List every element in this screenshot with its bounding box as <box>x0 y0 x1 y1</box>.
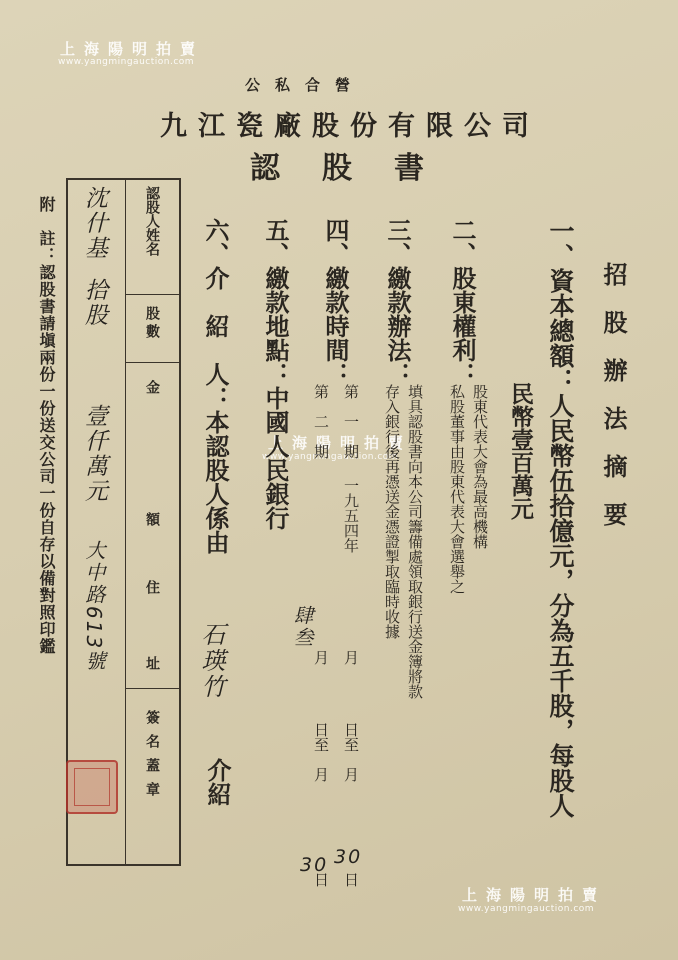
period-1-label: 第 一 期 <box>342 384 360 459</box>
table-header-signature: 簽名蓋章 <box>144 710 160 806</box>
item-5 <box>258 218 293 530</box>
watermark-name-top: 上海陽明拍賣 <box>60 40 205 58</box>
table-row-divider-2 <box>126 362 179 363</box>
item-6-label: 六、介 紹 人： <box>201 218 230 410</box>
item-1-label: 一、資本總額： <box>546 218 575 393</box>
table-border-right <box>179 178 181 866</box>
period-2-month-char: 月 <box>312 650 330 665</box>
watermark-name-bottom: 上海陽明拍賣 <box>462 886 607 904</box>
period-1-day-range: 日至 月 <box>342 722 360 782</box>
company-name: 九江瓷廠股份有限公司 <box>160 111 540 142</box>
item-1-continued: 民幣壹百萬元 <box>507 382 534 520</box>
footnote: 附 註：認股書請塡兩份一份送交公司一份自存以備對照印鑑 <box>37 196 56 655</box>
item-6 <box>198 218 233 554</box>
watermark-name-middle: 上海陽明拍賣 <box>268 434 413 452</box>
item-1 <box>542 218 578 818</box>
period-1-end-day: 日 <box>342 872 360 887</box>
handwritten-address: 大中路613號 <box>82 540 106 673</box>
period-2-label: 第 二 期 <box>312 384 330 459</box>
handwritten-month: 肆叁 <box>290 605 314 649</box>
table-header-amount-bottom: 額 <box>144 512 160 526</box>
table-header-address-top: 住 <box>144 580 160 594</box>
document-title: 認 股 書 <box>250 151 430 186</box>
item-6-text: 本認股人係由 <box>201 410 230 554</box>
summary-heading: 招 股 辦 法 摘 要 <box>599 262 628 526</box>
table-row-divider-3 <box>126 688 179 689</box>
period-1-year: 一九五四年 <box>342 478 360 553</box>
table-column-divider <box>125 178 126 866</box>
item-5-text: 中國人民銀行 <box>261 386 290 530</box>
period-1-month-char: 月 <box>342 650 360 665</box>
item-3-line-2: 存入銀行後再憑送金憑證掣取臨時收據 <box>383 384 401 639</box>
red-seal-stamp-icon <box>66 760 118 814</box>
item-3-label: 三、繳款辦法： <box>383 218 412 386</box>
period-2-day-range: 日至 月 <box>312 722 330 782</box>
table-border-bottom <box>66 864 181 866</box>
handwritten-day-1: 30 <box>334 846 363 868</box>
handwritten-day-2: 30 <box>300 854 329 876</box>
item-2-line-2: 私股董事由股東代表大會選舉之 <box>448 384 466 594</box>
header-small-title: 公 私 合 營 <box>245 76 351 94</box>
watermark-url-middle: www.yangmingauction.com <box>262 452 399 462</box>
item-3-line-1: 填具認股書向本公司籌備處領取銀行送金簿將款 <box>406 384 424 699</box>
item-5-label: 五、繳款地點： <box>261 218 290 386</box>
item-6-end: 介紹 <box>203 758 232 806</box>
handwritten-subscriber-name: 沈什基 <box>81 186 107 261</box>
item-4-label: 四、繳款時間： <box>321 218 350 386</box>
handwritten-introducer: 石瑛竹 <box>197 622 225 700</box>
table-row-divider-1 <box>126 294 179 295</box>
watermark-url-top: www.yangmingauction.com <box>58 57 195 67</box>
table-border-top <box>66 178 181 180</box>
handwritten-amount: 壹仟萬元 <box>81 404 107 504</box>
table-header-amount-top: 金 <box>144 380 160 394</box>
item-1-text: 人民幣伍拾億元，分為五千股，每股人 <box>546 393 575 818</box>
table-header-address-bottom: 址 <box>144 656 160 670</box>
table-header-shares: 股數 <box>144 306 160 342</box>
item-2-label: 二、股東權利： <box>448 218 477 386</box>
period-2-end-day: 日 <box>312 872 330 887</box>
table-header-name: 認股人姓名 <box>144 186 160 256</box>
item-2-line-1: 股東代表大會為最高機構 <box>471 384 489 549</box>
watermark-url-bottom: www.yangmingauction.com <box>458 904 595 914</box>
handwritten-shares: 拾股 <box>81 278 107 328</box>
